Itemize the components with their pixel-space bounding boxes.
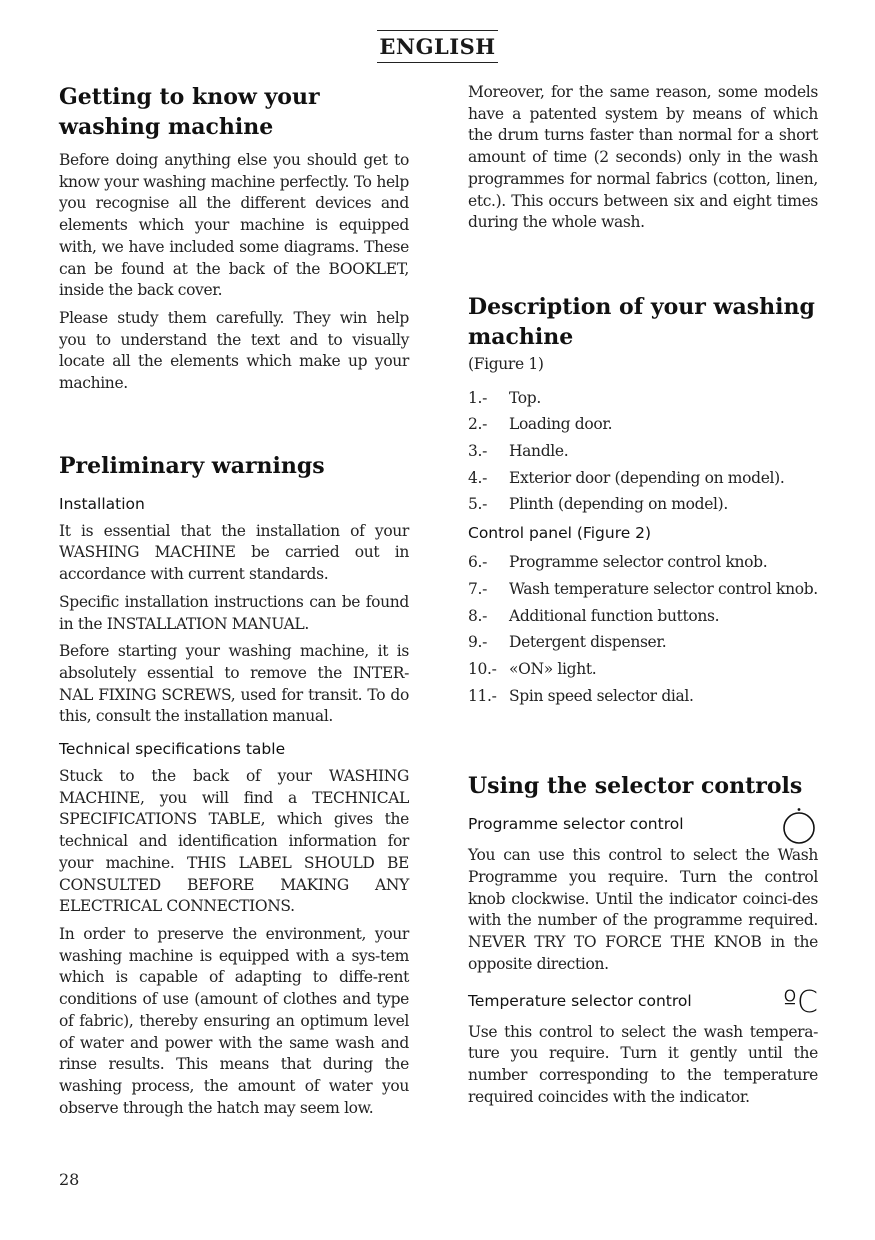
spacer xyxy=(59,401,409,451)
intro-paragraph-2: Please study them carefully. They win help you to understand the text and to visually locate all the elements which make up your machine. xyxy=(59,308,409,393)
list-item: 8.- Additional function buttons. xyxy=(468,606,720,625)
page-header xyxy=(0,30,875,63)
installation-paragraph-1: It is essential that the installation of your WASHING MACHINE be carried out in accordance with current standards. xyxy=(59,521,409,584)
temperature-selector-heading-row xyxy=(468,984,818,1022)
section-title-description: Description of your washing machine xyxy=(468,293,815,350)
list-item: 10.- «ON» light. xyxy=(468,659,597,678)
list-item: 2.- Loading door. xyxy=(468,415,613,434)
page-number: 28 xyxy=(59,1170,80,1189)
section-title-intro: Getting to know your washing machine xyxy=(59,84,320,140)
section-title-warnings: Preliminary warnings xyxy=(59,452,325,479)
specs-paragraph-1: Stuck to the back of your WASHING MACHINE, you will find a TECHNICAL SPECIFICATIONS TABLE, which gives the technical and identification information for your machine. THIS LABEL SHOULD BE CONSULTED BEFORE MAKING ANY ELECTRICAL CONNECTIONS. xyxy=(59,767,409,916)
spacer xyxy=(468,713,818,771)
subheading-installation: Installation xyxy=(59,494,145,513)
list-item: 4.- Exterior door (depending on model). xyxy=(468,468,785,487)
list-item: 5.- Plinth (depending on model). xyxy=(468,495,728,514)
specs-paragraph-2: In order to preserve the environment, your washing machine is equipped with a sys-tem which is capable of adapting to diffe-rent conditions of use (amount of clothes and type of fabric), thereby ensuring an optimum level of water and power with the same wash and rinse results. This means that during the washing process, the amount of water you observe through the hatch may seem low. xyxy=(59,924,409,1117)
language-label: ENGLISH xyxy=(377,30,497,63)
programme-selector-heading-row xyxy=(468,807,818,845)
list-item: 7.- Wash temperature selector control knob. xyxy=(468,579,818,598)
installation-paragraph-2: Specific installation instructions can be found in the INSTALLATION MANUAL. xyxy=(59,592,409,633)
left-column xyxy=(59,82,409,1125)
spacer xyxy=(468,240,818,292)
subheading-temperature-selector: Temperature selector control xyxy=(468,991,692,1010)
continued-paragraph: Moreover, for the same reason, some models have a patented system by means of which the drum turns faster than normal for a short amount of time (2 seconds) only in the wash programmes for normal fabrics (cotton, linen, etc.). This occurs between six and eight times during the whole wash. xyxy=(468,83,818,232)
intro-paragraph-1: Before doing anything else you should get to know your washing machine perfectly. To help you recognise all the different devices and elements which your machine is equipped with, we have included some diagrams. These can be found at the back of the BOOKLET, inside the back cover. xyxy=(59,151,409,300)
list-item: 6.- Programme selector control knob. xyxy=(468,553,768,572)
list-item: 1.- Top. xyxy=(468,388,541,407)
figure-reference: (Figure 1) xyxy=(468,354,544,373)
subheading-control-panel: Control panel (Figure 2) xyxy=(468,524,652,543)
knob-icon xyxy=(780,807,818,845)
parts-list xyxy=(468,388,818,517)
right-column xyxy=(468,82,818,1114)
section-title-selectors: Using the selector controls xyxy=(468,773,803,800)
subheading-specs: Technical specifications table xyxy=(59,740,286,759)
temperature-selector-text: Use this control to select the wash tempera-ture you require. Turn it gently until the number corresponding to the temperature required coincides with the indicator. xyxy=(468,1022,818,1106)
celsius-icon: ºC xyxy=(782,984,818,1020)
installation-paragraph-3: Before starting your washing machine, it is absolutely essential to remove the INTER-NAL FIXING SCREWS, used for transit. To do this, consult the installation manual. xyxy=(59,642,409,726)
subheading-programme-selector: Programme selector control xyxy=(468,815,684,834)
list-item: 3.- Handle. xyxy=(468,442,569,461)
list-item: 9.- Detergent dispenser. xyxy=(468,633,667,652)
list-item: 11.- Spin speed selector dial. xyxy=(468,686,694,705)
control-panel-list xyxy=(468,552,818,707)
programme-selector-text: You can use this control to select the Wash Programme you require. Turn the control knob clockwise. Until the indicator coinci-des with the number of the programme required. NEVER TRY TO FORCE THE KNOB in the opposite direction. xyxy=(468,846,818,973)
